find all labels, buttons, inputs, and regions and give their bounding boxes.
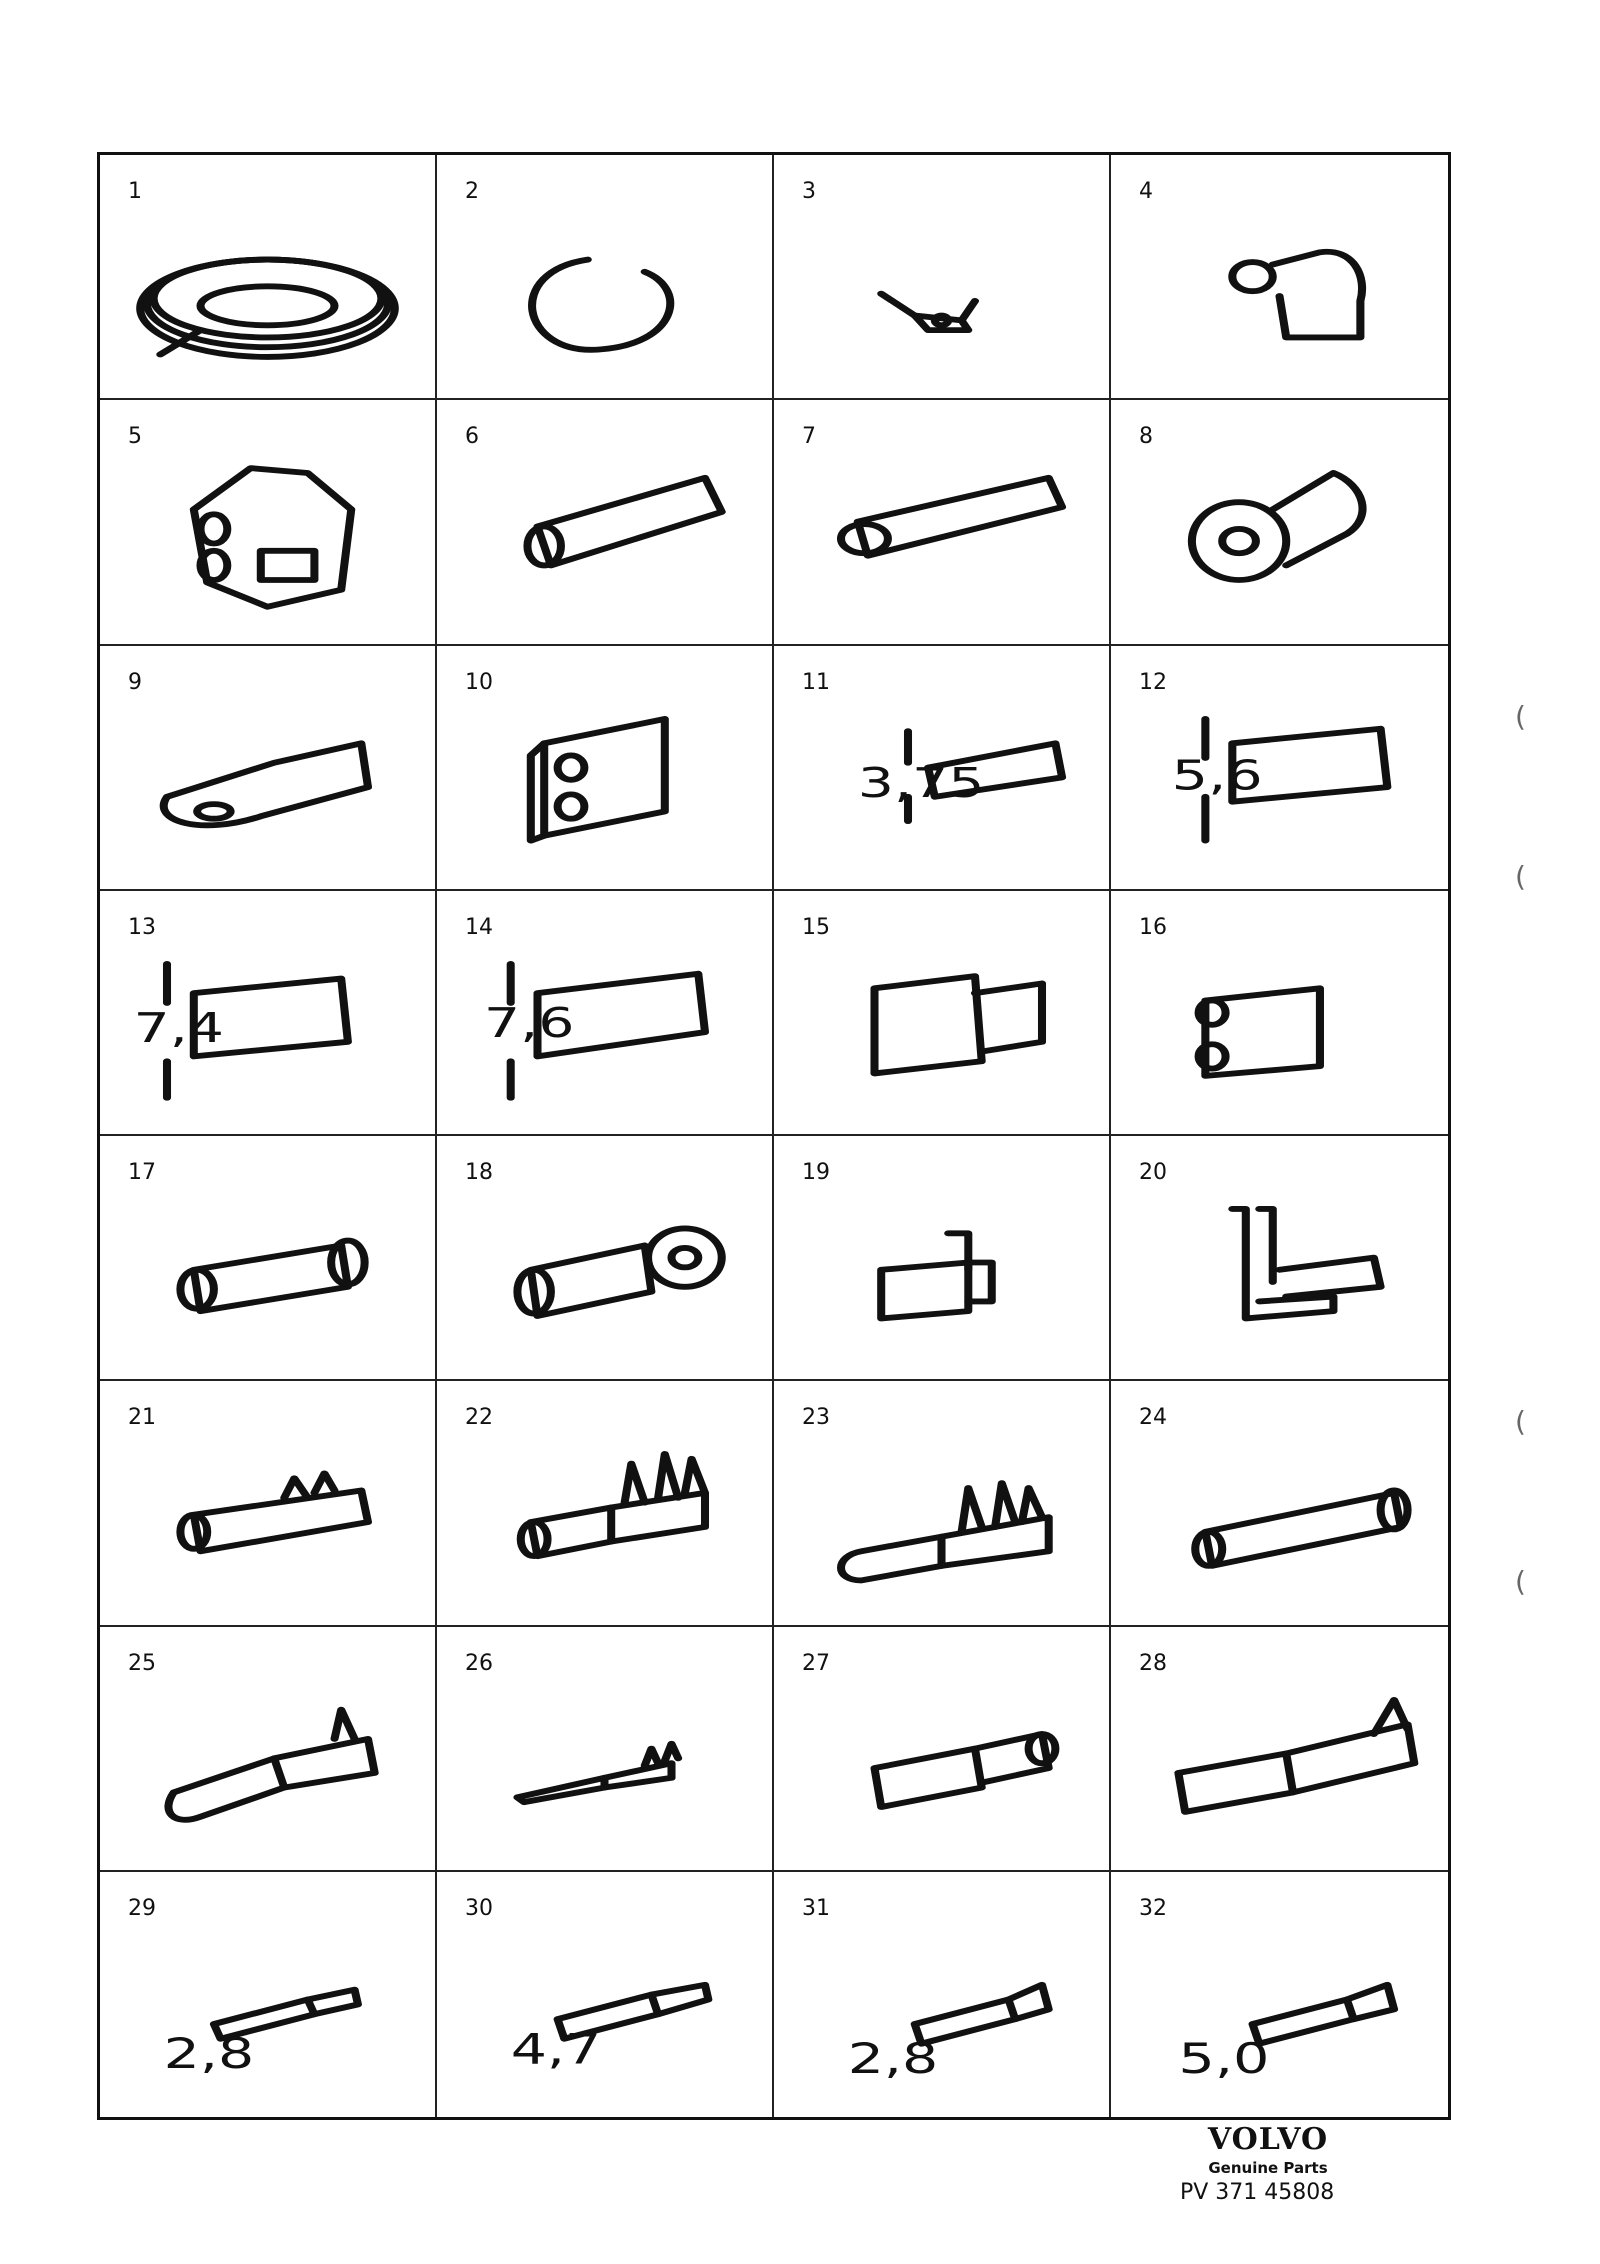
part-number-label: PV 371 45808 (1180, 2180, 1335, 2205)
part-number: 21 (128, 1405, 156, 1431)
part-cell-1[interactable] (100, 155, 437, 400)
part-cell-6[interactable] (437, 400, 774, 645)
dimension-label: 3,75 (857, 758, 985, 807)
part-number: 1 (128, 179, 142, 204)
dimension-label: 4,7 (510, 2024, 602, 2074)
margin-mark: ( (1515, 700, 1526, 733)
mini-receptacle-illustration (1111, 1872, 1448, 2117)
part-cell-10[interactable] (437, 646, 774, 891)
part-cell-27[interactable] (774, 1627, 1111, 1872)
flat-connector-illustration (774, 155, 1109, 398)
margin-mark: ( (1515, 1405, 1526, 1438)
double-blade-holder-illustration (437, 646, 772, 889)
part-cell-4[interactable] (1111, 155, 1448, 400)
part-number: 17 (128, 1160, 156, 1185)
part-number: 2 (465, 179, 479, 204)
box-receptacle-illustration (1111, 1627, 1448, 1870)
part-cell-11[interactable] (774, 646, 1111, 891)
part-number: 29 (128, 1895, 156, 1921)
dimension-label: 5,0 (1178, 2033, 1270, 2083)
part-number: 16 (1139, 914, 1167, 940)
latch-pin-illustration (100, 1627, 435, 1870)
flat-receptacle-illustration (100, 891, 435, 1134)
part-cell-28[interactable] (1111, 1627, 1448, 1872)
part-cell-14[interactable] (437, 891, 774, 1136)
part-number: 31 (802, 1895, 830, 1921)
dimension-label: 5,6 (1171, 750, 1263, 799)
part-number: 19 (802, 1160, 830, 1185)
part-number: 20 (1139, 1160, 1167, 1185)
butt-sleeve-illustration (437, 400, 772, 643)
part-number: 4 (1139, 179, 1153, 204)
part-number: 14 (465, 914, 493, 940)
part-cell-31[interactable] (774, 1872, 1111, 2117)
part-cell-32[interactable] (1111, 1872, 1448, 2117)
margin-mark: ( (1515, 1565, 1526, 1598)
round-socket-illustration (100, 1136, 435, 1379)
part-number: 25 (128, 1650, 156, 1676)
part-cell-26[interactable] (437, 1627, 774, 1872)
part-number: 12 (1139, 669, 1167, 695)
part-number: 32 (1139, 1895, 1167, 1921)
part-cell-24[interactable] (1111, 1381, 1448, 1626)
part-number: 23 (802, 1405, 830, 1431)
insulated-receptacle-illustration (774, 891, 1109, 1134)
wire-coil-illustration (100, 155, 435, 398)
part-cell-25[interactable] (100, 1627, 437, 1872)
part-cell-21[interactable] (100, 1381, 437, 1626)
angled-receptacle-illustration (774, 1136, 1109, 1379)
part-cell-20[interactable] (1111, 1136, 1448, 1381)
part-cell-13[interactable] (100, 891, 437, 1136)
part-cell-7[interactable] (774, 400, 1111, 645)
mini-receptacle-illustration (774, 1872, 1109, 2117)
part-cell-22[interactable] (437, 1381, 774, 1626)
blade-receptacle-illustration (774, 1627, 1109, 1870)
mini-blade-illustration (100, 1872, 435, 2117)
part-cell-12[interactable] (1111, 646, 1448, 891)
part-cell-30[interactable] (437, 1872, 774, 2117)
locking-terminal-illustration (1111, 1136, 1448, 1379)
dimension-label: 2,8 (163, 2029, 255, 2078)
needle-pin-illustration (437, 1627, 772, 1870)
flat-receptacle-illustration (437, 891, 772, 1134)
dimension-label: 7,4 (133, 1003, 225, 1052)
part-number: 30 (465, 1895, 493, 1921)
part-cell-16[interactable] (1111, 891, 1448, 1136)
brand-tagline: Genuine Parts (1208, 2159, 1328, 2177)
volvo-brand-block (1178, 2122, 1358, 2177)
round-socket-eyelet-illustration (437, 1136, 772, 1379)
part-cell-23[interactable] (774, 1381, 1111, 1626)
wire-loop-illustration (437, 155, 772, 398)
double-housing-illustration (100, 400, 435, 643)
part-number: 24 (1139, 1405, 1167, 1431)
long-socket-illustration (1111, 1381, 1448, 1624)
part-number: 18 (465, 1160, 493, 1185)
flat-sleeve-illustration (774, 400, 1109, 643)
part-number: 27 (802, 1650, 830, 1676)
volvo-logo: VOLVO (1207, 2122, 1329, 2157)
mini-blade-illustration (437, 1872, 772, 2117)
part-cell-8[interactable] (1111, 400, 1448, 645)
cable-lug-illustration (100, 646, 435, 889)
part-cell-2[interactable] (437, 155, 774, 400)
margin-mark: ( (1515, 860, 1526, 893)
part-number: 10 (465, 669, 493, 695)
part-number: 8 (1139, 424, 1153, 450)
part-cell-17[interactable] (100, 1136, 437, 1381)
part-cell-3[interactable] (774, 155, 1111, 400)
part-number: 7 (802, 424, 816, 450)
open-receptacle-illustration (1111, 891, 1448, 1134)
part-number: 28 (1139, 1650, 1167, 1676)
dimension-label: 7,6 (483, 998, 575, 1047)
pin-terminal-illustration (437, 1381, 772, 1624)
part-number: 3 (802, 179, 816, 204)
part-number: 11 (802, 669, 830, 695)
part-number: 26 (465, 1650, 493, 1676)
ring-terminal-illustration (1111, 400, 1448, 643)
part-cell-5[interactable] (100, 400, 437, 645)
parts-grid (97, 152, 1451, 2120)
part-number: 22 (465, 1405, 493, 1431)
part-cell-9[interactable] (100, 646, 437, 891)
flat-receptacle-illustration (774, 646, 1109, 889)
part-cell-19[interactable] (774, 1136, 1111, 1381)
long-pin-illustration (774, 1381, 1109, 1624)
part-number: 6 (465, 424, 479, 450)
part-number: 9 (128, 669, 142, 695)
dimension-label: 2,8 (847, 2034, 939, 2083)
part-cell-15[interactable] (774, 891, 1111, 1136)
flat-receptacle-illustration (1111, 646, 1448, 889)
part-cell-29[interactable] (100, 1872, 437, 2117)
socket-terminal-illustration (100, 1381, 435, 1624)
ring-lug-illustration (1111, 155, 1448, 398)
part-number: 15 (802, 914, 830, 940)
part-number: 13 (128, 914, 156, 940)
part-number: 5 (128, 424, 142, 450)
part-cell-18[interactable] (437, 1136, 774, 1381)
